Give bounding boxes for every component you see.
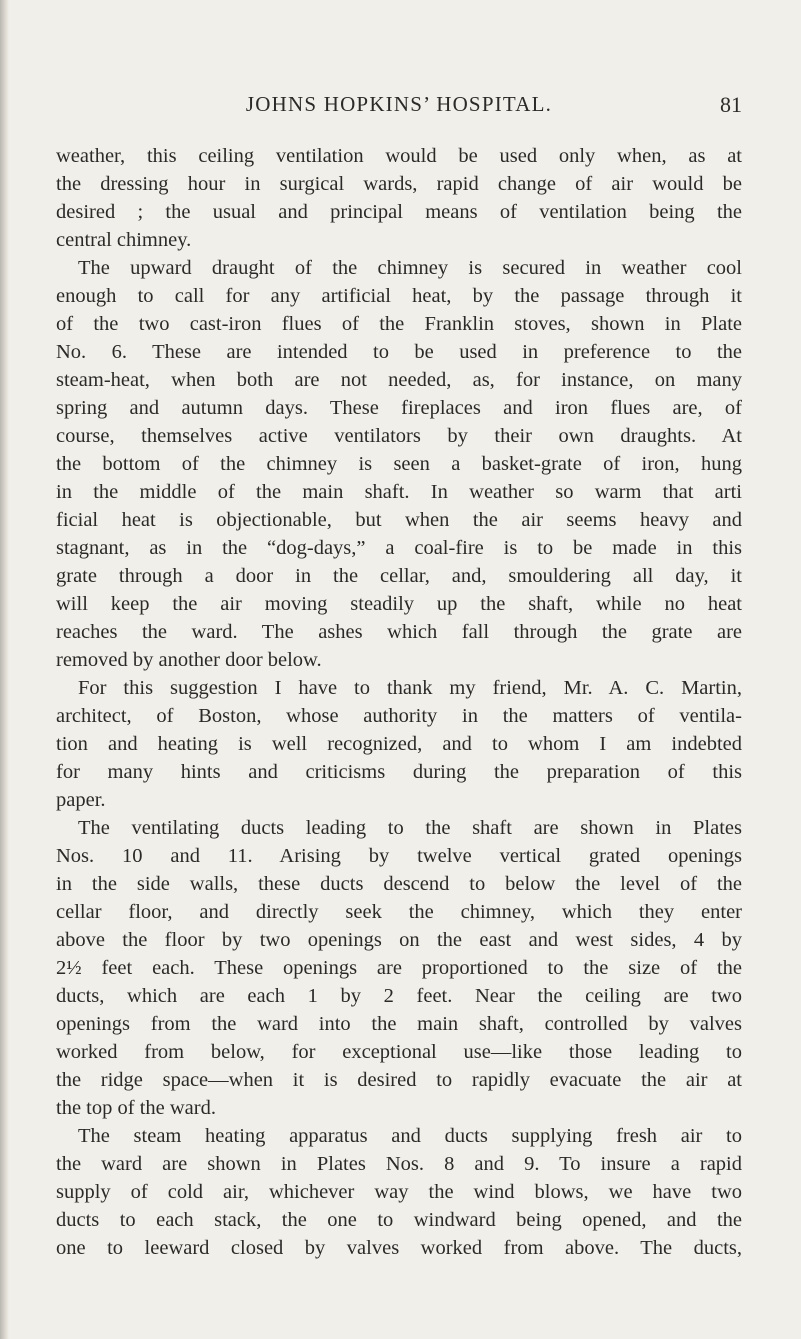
text-line: the top of the ward. [56,1097,216,1119]
text-line: steam-heat, when both are not needed, as, for instance, on many [56,369,742,391]
text-line: spring and autumn days. These fireplaces and iron flues are, of [56,397,742,419]
text-line: grate through a door in the cellar, and, smouldering all day, it [56,565,742,587]
text-line: The upward draught of the chimney is secured in weather cool [78,257,742,279]
text-line: in the side walls, these ducts descend to below the level of the [56,873,742,895]
text-line: of the two cast-iron flues of the Franklin stoves, shown in Plate [56,313,742,335]
text-line: paper. [56,789,106,811]
text-line: course, themselves active ventilators by their own draughts. At [56,425,742,447]
text-line: ficial heat is objectionable, but when the air seems heavy and [56,509,742,531]
text-line: stagnant, as in the “dog-days,” a coal-fire is to be made in this [56,537,742,559]
text-line: No. 6. These are intended to be used in preference to the [56,341,742,363]
text-line: weather, this ceiling ventilation would be used only when, as at [56,145,742,167]
text-line: tion and heating is well recognized, and to whom I am indebted [56,733,742,755]
paragraph [56,814,742,1122]
text-line: desired ; the usual and principal means of ventilation being the [56,201,742,223]
text-line: enough to call for any artificial heat, by the passage through it [56,285,742,307]
text-line: ducts, which are each 1 by 2 feet. Near the ceiling are two [56,985,742,1007]
text-line: worked from below, for exceptional use—like those leading to [56,1041,742,1063]
text-line: in the middle of the main shaft. In weather so warm that arti [56,481,742,503]
text-line: 2½ feet each. These openings are proportioned to the size of the [56,957,742,979]
body-text [56,142,742,1262]
text-line: the ward are shown in Plates Nos. 8 and 9. To insure a rapid [56,1153,742,1175]
text-line: supply of cold air, whichever way the wind blows, we have two [56,1181,742,1203]
text-line: removed by another door below. [56,649,322,671]
text-line: will keep the air moving steadily up the shaft, while no heat [56,593,742,615]
text-line: reaches the ward. The ashes which fall through the grate are [56,621,742,643]
page-header [56,92,742,128]
text-line: The steam heating apparatus and ducts supplying fresh air to [78,1125,742,1147]
text-line: for many hints and criticisms during the preparation of this [56,761,742,783]
text-line: ducts to each stack, the one to windward being opened, and the [56,1209,742,1231]
text-line: architect, of Boston, whose authority in the matters of ventila- [56,705,742,727]
text-line: the bottom of the chimney is seen a basket-grate of iron, hung [56,453,742,475]
text-line: openings from the ward into the main shaft, controlled by valves [56,1013,742,1035]
paragraph [56,142,742,254]
text-line: the ridge space—when it is desired to rapidly evacuate the air at [56,1069,742,1091]
text-line: cellar floor, and directly seek the chimney, which they enter [56,901,742,923]
page-number: 81 [720,92,742,117]
text-line: For this suggestion I have to thank my friend, Mr. A. C. Martin, [78,677,742,699]
text-line: above the floor by two openings on the east and west sides, 4 by [56,929,742,951]
text-line: Nos. 10 and 11. Arising by twelve vertical grated openings [56,845,742,867]
text-line: The ventilating ducts leading to the shaft are shown in Plates [78,817,742,839]
paragraph [56,254,742,674]
text-line: one to leeward closed by valves worked from above. The ducts, [56,1237,742,1259]
running-head: JOHNS HOPKINS’ HOSPITAL. [245,92,553,116]
paragraph [56,1122,742,1262]
paragraph [56,674,742,814]
text-line: central chimney. [56,229,192,251]
page-binding-edge [0,0,9,1339]
text-line: the dressing hour in surgical wards, rapid change of air would be [56,173,742,195]
